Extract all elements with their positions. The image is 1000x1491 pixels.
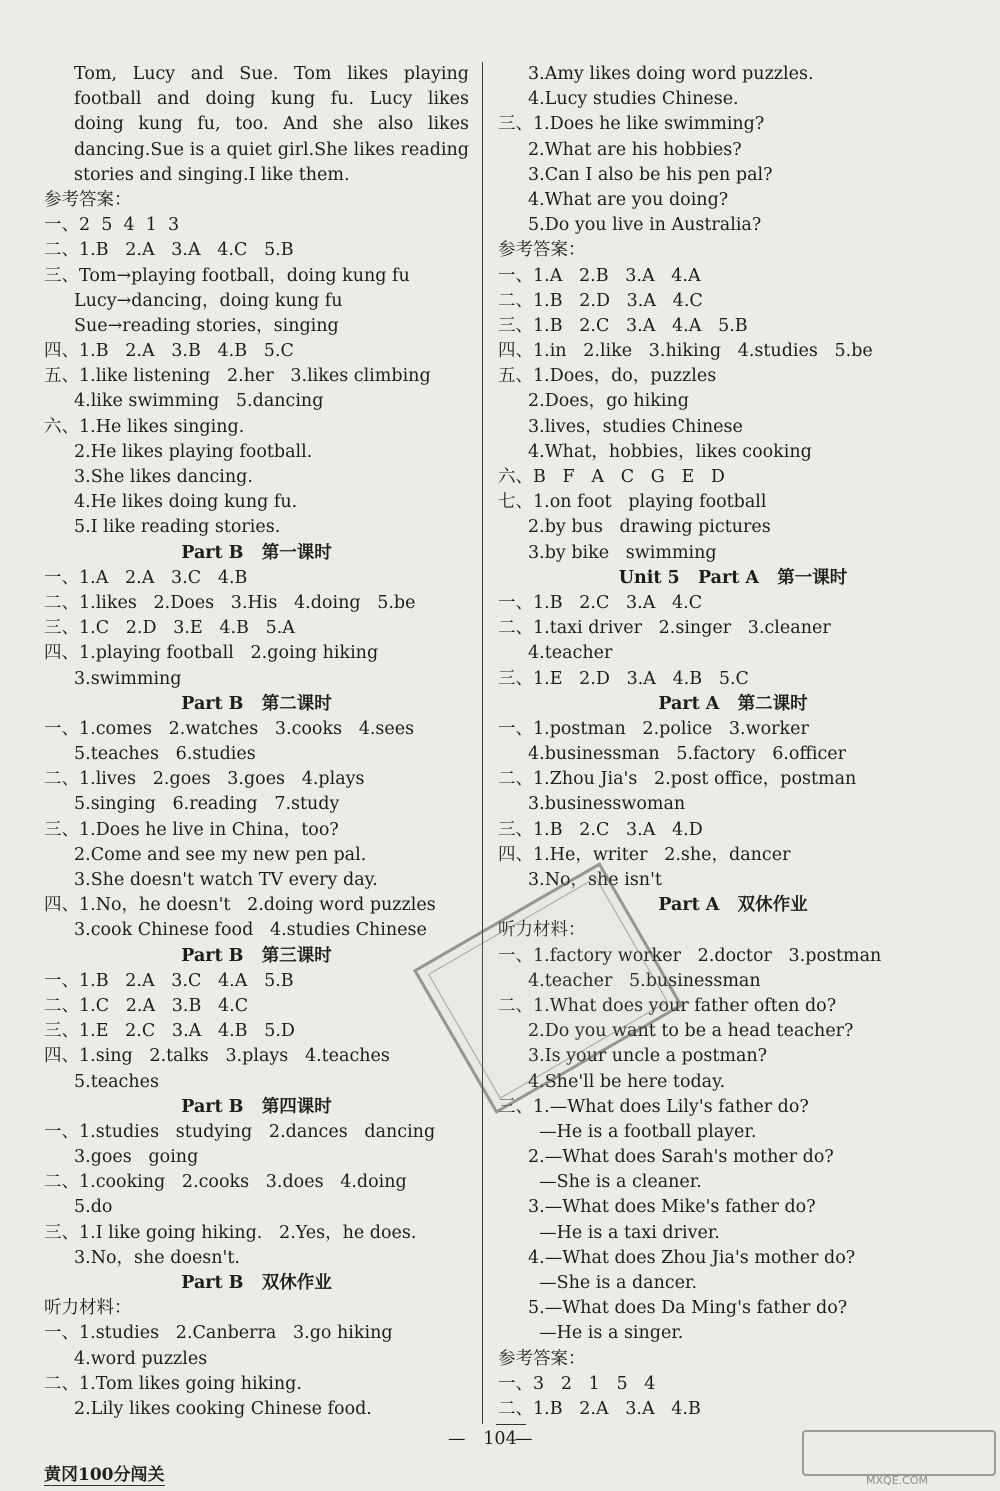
text-line: Tom, Lucy and Sue. Tom likes playing xyxy=(74,64,469,84)
text-line: Sue→reading stories，singing xyxy=(74,315,339,336)
text-line: 三、1.Does he live in China，too? xyxy=(44,819,339,840)
text-line: 2.What are his hobbies? xyxy=(528,139,742,160)
text-line: 4.She'll be here today. xyxy=(528,1071,726,1092)
text-line: 二、1.Zhou Jia's 2.post office，postman xyxy=(498,769,857,790)
text-line: —She is a cleaner. xyxy=(528,1172,702,1193)
text-line: 四、1.playing football 2.going hiking xyxy=(44,643,379,664)
page-number: 104 xyxy=(483,1429,517,1449)
text-line: 4.What，hobbies，likes cooking xyxy=(528,441,812,462)
right-column xyxy=(498,62,968,1422)
text-line: 听力材料： xyxy=(498,920,586,941)
text-line: 一、1.postman 2.police 3.worker xyxy=(498,718,809,739)
text-line: 三、1.B 2.C 3.A 4.A 5.B xyxy=(498,315,748,336)
text-line: 一、1.studies 2.Canberra 3.go hiking xyxy=(44,1323,393,1344)
section-heading: Part B 第三课时 xyxy=(181,945,332,966)
text-line: 二、1.likes 2.Does 3.His 4.doing 5.be xyxy=(44,592,416,613)
text-line: 3.She doesn't watch TV every day. xyxy=(74,870,378,890)
section-heading: Part B 第一课时 xyxy=(181,542,332,563)
text-line: 3.swimming xyxy=(74,668,182,689)
text-line: 六、B F A C G E D xyxy=(498,467,725,487)
text-line: 4.teacher 5.businessman xyxy=(528,970,761,991)
text-line: 六、1.He likes singing. xyxy=(44,416,245,437)
text-line: 四、1.sing 2.talks 3.plays 4.teaches xyxy=(44,1046,390,1067)
text-line: 一、1.A 2.B 3.A 4.A xyxy=(498,265,701,286)
text-line: 四、1.He，writer 2.she，dancer xyxy=(498,844,791,865)
text-line: Lucy→dancing，doing kung fu xyxy=(74,290,343,311)
text-line: 四、1.in 2.like 3.hiking 4.studies 5.be xyxy=(498,341,873,362)
text-line: 三、1.E 2.D 3.A 4.B 5.C xyxy=(498,668,749,689)
text-line: 一、1.B 2.C 3.A 4.C xyxy=(498,592,703,613)
text-line: 4.businessman 5.factory 6.officer xyxy=(528,744,847,765)
section-heading: Part A 双休作业 xyxy=(658,895,808,916)
text-line: 一、1.A 2.A 3.C 4.B xyxy=(44,567,248,588)
text-line: dancing.Sue is a quiet girl.She likes reading xyxy=(74,139,469,160)
section-heading: Part A 第二课时 xyxy=(658,693,808,714)
text-line: 5.do xyxy=(74,1197,113,1218)
text-line: 5.—What does Da Ming's father do? xyxy=(528,1298,848,1319)
text-line: 三、1.—What does Lily's father do? xyxy=(498,1096,809,1117)
text-line: 3.Amy likes doing word puzzles. xyxy=(528,64,814,84)
section-heading: Unit 5 Part A 第一课时 xyxy=(618,567,848,588)
text-line: 3.Is your uncle a postman? xyxy=(528,1046,768,1067)
text-line: 二、1.Tom likes going hiking. xyxy=(44,1373,302,1394)
text-line: 七、1.on foot playing football xyxy=(498,492,767,513)
text-line: 4.What are you doing? xyxy=(528,189,729,210)
section-heading: Part B 双休作业 xyxy=(181,1273,332,1293)
text-line: —He is a singer. xyxy=(528,1323,684,1344)
page-number-dash-left: — xyxy=(448,1429,466,1449)
text-line: 5.teaches xyxy=(74,1071,159,1092)
watermark-text: MXQE.COM xyxy=(866,1474,928,1487)
text-line: 二、1.C 2.A 3.B 4.C xyxy=(44,995,249,1016)
text-line: 三、1.E 2.C 3.A 4.B 5.D xyxy=(44,1021,295,1042)
watermark-logo xyxy=(802,1430,996,1476)
text-line: 3.businesswoman xyxy=(528,794,686,815)
text-line: 一、1.B 2.A 3.C 4.A 5.B xyxy=(44,970,294,991)
text-line: 参考答案： xyxy=(44,189,132,210)
text-line: 3.Can I also be his pen pal? xyxy=(528,164,773,185)
text-line: 五、1.Does，do，puzzles xyxy=(498,366,717,387)
text-line: 2.He likes playing football. xyxy=(74,441,313,462)
text-line: 一、1.factory worker 2.doctor 3.postman xyxy=(498,945,882,966)
text-line: 3.—What does Mike's father do? xyxy=(528,1197,816,1218)
text-line: 3.cook Chinese food 4.studies Chinese xyxy=(74,920,427,941)
column-divider xyxy=(482,62,483,1424)
page-number-dash-right: — xyxy=(515,1429,533,1449)
text-line: 二、1.B 2.D 3.A 4.C xyxy=(498,290,703,311)
text-line: 3.No，she isn't xyxy=(528,870,662,890)
text-line: 三、1.I like going hiking. 2.Yes，he does. xyxy=(44,1222,417,1243)
text-line: 三、Tom→playing football，doing kung fu xyxy=(44,265,410,286)
text-line: 一、2 5 4 1 3 xyxy=(44,215,180,236)
text-line: 三、1.C 2.D 3.E 4.B 5.A xyxy=(44,618,295,639)
text-line: 五、1.like listening 2.her 3.likes climbing xyxy=(44,366,431,387)
text-line: 3.by bike swimming xyxy=(528,542,717,563)
text-line: 参考答案： xyxy=(498,240,586,261)
text-line: 4.Lucy studies Chinese. xyxy=(528,89,739,110)
text-line: 二、1.taxi driver 2.singer 3.cleaner xyxy=(498,618,831,639)
text-line: 一、1.studies studying 2.dances dancing xyxy=(44,1121,436,1142)
text-line: 2.—What does Sarah's mother do? xyxy=(528,1147,834,1168)
text-line: 一、1.comes 2.watches 3.cooks 4.sees xyxy=(44,718,415,739)
text-line: 4.teacher xyxy=(528,643,613,664)
text-line: 5.I like reading stories. xyxy=(74,517,281,538)
text-line: 四、1.B 2.A 3.B 4.B 5.C xyxy=(44,341,294,362)
text-line: 一、3 2 1 5 4 xyxy=(498,1373,656,1394)
text-line: 二、1.lives 2.goes 3.goes 4.plays xyxy=(44,769,365,790)
book-title: 黄冈100分闯关 xyxy=(44,1460,165,1486)
text-line: 4.—What does Zhou Jia's mother do? xyxy=(528,1247,856,1268)
text-line: 2.Come and see my new pen pal. xyxy=(74,844,367,865)
text-line: 2.by bus drawing pictures xyxy=(528,517,771,538)
text-line: —She is a dancer. xyxy=(528,1273,698,1293)
text-line: 二、1.cooking 2.cooks 3.does 4.doing xyxy=(44,1172,407,1193)
section-heading: Part B 第二课时 xyxy=(181,693,332,714)
site-watermark xyxy=(802,1430,992,1485)
text-line: 四、1.No，he doesn't 2.doing word puzzles xyxy=(44,895,436,916)
text-line: 5.Do you live in Australia? xyxy=(528,215,762,236)
text-line: 4.He likes doing kung fu. xyxy=(74,492,298,513)
text-line: 2.Do you want to be a head teacher? xyxy=(528,1021,854,1042)
text-line: 3.She likes dancing. xyxy=(74,467,253,487)
text-line: 二、1.B 2.A 3.A 4.C 5.B xyxy=(44,240,294,261)
text-line: 4.word puzzles xyxy=(74,1348,208,1369)
text-line: 三、1.B 2.C 3.A 4.D xyxy=(498,819,703,840)
text-line: 3.lives，studies Chinese xyxy=(528,416,743,437)
text-line: 5.singing 6.reading 7.study xyxy=(74,794,340,815)
text-line: 4.like swimming 5.dancing xyxy=(74,391,324,412)
text-line: 参考答案： xyxy=(498,1348,586,1369)
text-line: 二、1.B 2.A 3.A 4.B xyxy=(498,1398,701,1419)
text-line: stories and singing.I like them. xyxy=(74,164,350,185)
footer-rule xyxy=(496,1424,526,1425)
text-line: 2.Lily likes cooking Chinese food. xyxy=(74,1398,372,1419)
text-line: football and doing kung fu. Lucy likes xyxy=(74,89,469,110)
left-column xyxy=(44,62,469,1422)
text-line: 5.teaches 6.studies xyxy=(74,744,256,765)
text-line: 二、1.What does your father often do? xyxy=(498,995,837,1016)
section-heading: Part B 第四课时 xyxy=(181,1096,332,1117)
text-line: 三、1.Does he like swimming? xyxy=(498,114,765,135)
text-line: —He is a football player. xyxy=(528,1121,757,1142)
text-line: 3.No，she doesn't. xyxy=(74,1247,240,1268)
text-line: —He is a taxi driver. xyxy=(528,1222,720,1243)
text-line: 2.Does，go hiking xyxy=(528,391,689,412)
text-line: doing kung fu, too. And she also likes xyxy=(74,114,469,135)
text-line: 听力材料： xyxy=(44,1298,132,1319)
text-line: 3.goes going xyxy=(74,1147,199,1168)
